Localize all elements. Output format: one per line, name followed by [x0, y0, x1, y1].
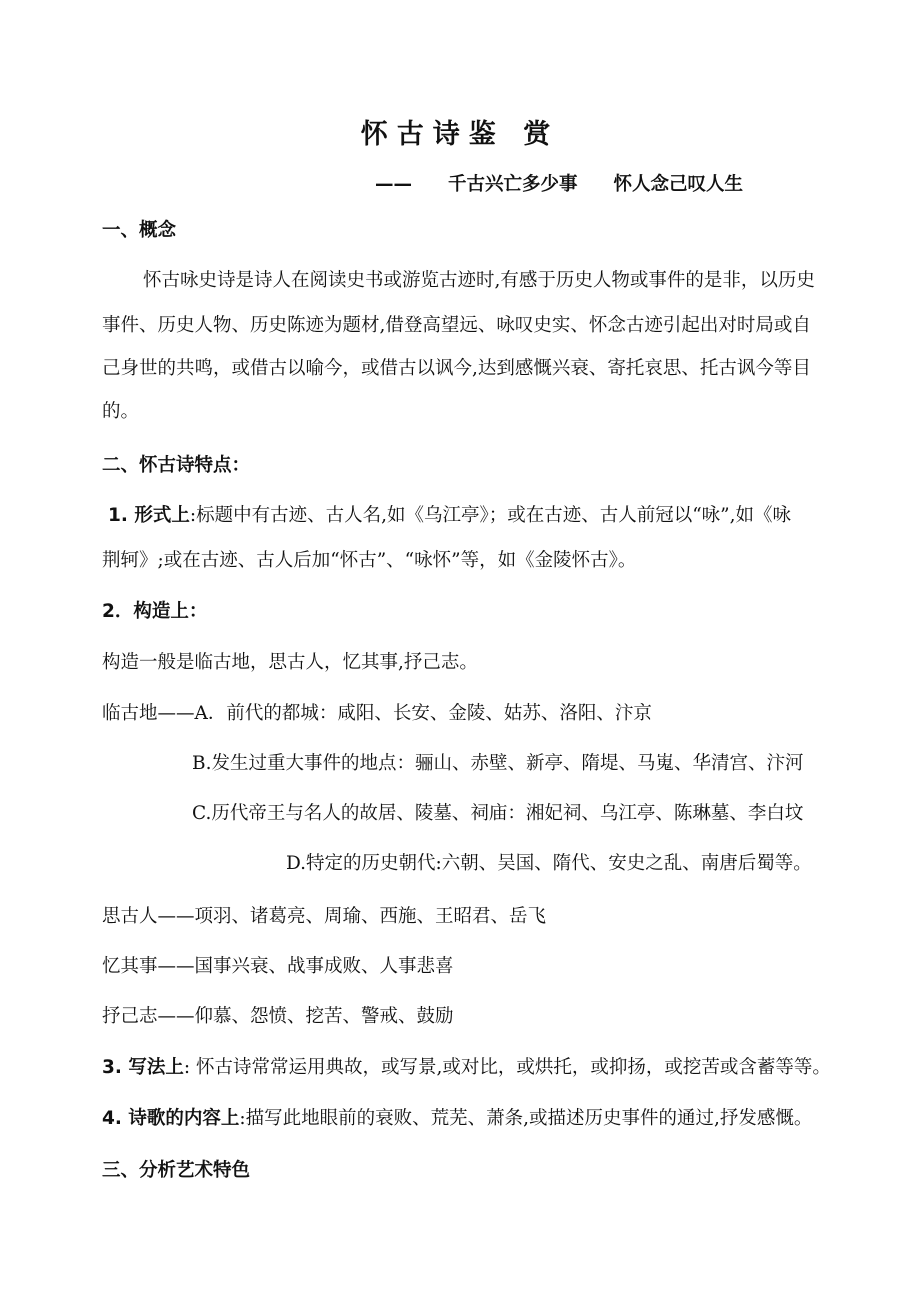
subtitle-dash: ——	[375, 174, 412, 195]
section-3-heading: 三、分析艺术特色	[102, 1160, 251, 1181]
point-2-label: 2．构造上：	[102, 601, 208, 622]
place-a: 临古地——A．前代的都城：咸阳、长安、金陵、姑苏、洛阳、汴京	[102, 703, 652, 724]
subtitle-part1: 千古兴亡多少事	[448, 174, 578, 195]
will: 抒己志——仰慕、怨愤、挖苦、警戒、鼓励	[102, 1006, 454, 1027]
point-3-text: : 怀古诗常常运用典故，或写景,或对比，或烘托，或抑扬，或挖苦或含蓄等等。	[183, 1057, 831, 1078]
point-1-text: :标题中有古迹、古人名,如《乌江亭》；或在古迹、古人前冠以“咏”,如《咏	[189, 505, 792, 526]
section-1-line-3: 己身世的共鸣，或借古以喻今，或借古以讽今,达到感慨兴衰、寄托哀思、托古讽今等目	[102, 358, 811, 379]
section-1-line-2: 事件、历史人物、历史陈迹为题材,借登高望远、咏叹史实、怀念古迹引起出对时局或自	[102, 315, 811, 336]
subtitle-part2: 怀人念己叹人生	[613, 174, 744, 195]
events: 忆其事——国事兴衰、战事成败、人事悲喜	[102, 956, 454, 977]
point-4-text: :描写此地眼前的衰败、荒芜、萧条,或描述历史事件的通过,抒发感慨。	[239, 1108, 813, 1129]
page-title: 怀古诗鉴 赏	[360, 119, 560, 150]
point-3-label: 3. 写法上	[102, 1057, 184, 1078]
section-1-line-1: 怀古咏史诗是诗人在阅读史书或游览古迹时,有感于历史人物或事件的是非，以历史	[143, 270, 815, 291]
point-1-label: 1. 形式上	[108, 505, 190, 526]
place-c: C.历代帝王与名人的故居、陵墓、祠庙：湘妃祠、乌江亭、陈琳墓、李白坟	[192, 803, 804, 824]
point-4	[102, 1108, 812, 1130]
point-3	[102, 1057, 831, 1079]
point-1-line-1	[108, 505, 791, 527]
point-1-line-2: 荆轲》;或在古迹、古人后加“怀古”、“咏怀”等，如《金陵怀古》。	[102, 550, 637, 571]
section-1-line-4: 的。	[102, 401, 140, 422]
point-4-label: 4. 诗歌的内容上	[102, 1108, 240, 1129]
place-d: D.特定的历史朝代:六朝、吴国、隋代、安史之乱、南唐后蜀等。	[286, 853, 812, 874]
section-1-heading: 一、概念	[102, 220, 177, 241]
point-2-text: 构造一般是临古地，思古人，忆其事,抒己志。	[102, 652, 478, 673]
place-b: B.发生过重大事件的地点：骊山、赤壁、新亭、隋堤、马嵬、华清宫、汴河	[192, 753, 804, 774]
subtitle	[375, 170, 743, 196]
section-2-heading: 二、怀古诗特点：	[102, 455, 251, 476]
people: 思古人——项羽、诸葛亮、周瑜、西施、王昭君、岳飞	[102, 906, 547, 927]
